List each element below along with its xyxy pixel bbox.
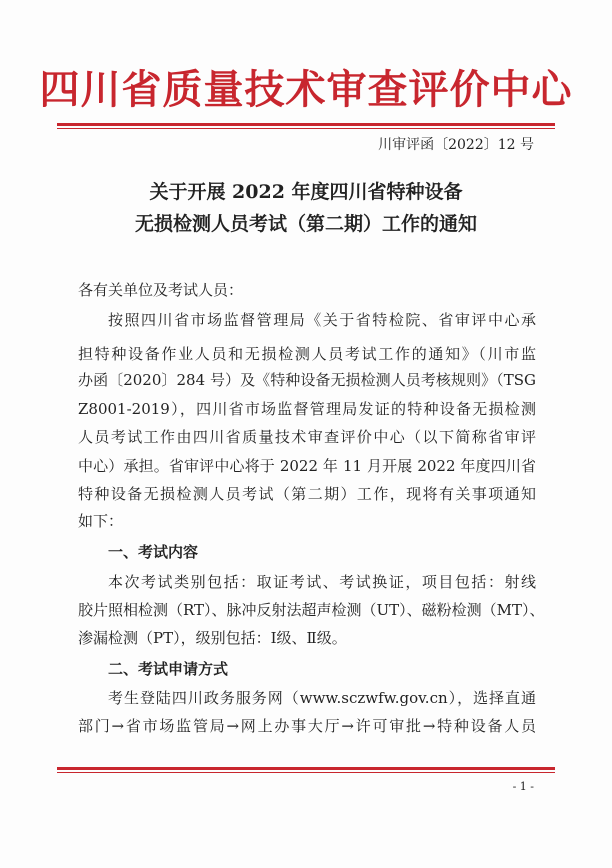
intro-line-3: 办函〔2020〕284 号）及《特种设备无损检测人员考核规则》（TSG (78, 371, 536, 389)
header-rule-thick (57, 123, 555, 126)
section-2-heading: 二、考试申请方式 (108, 660, 229, 678)
document-number: 川审评函〔2022〕12 号 (378, 137, 534, 153)
footer-rule-thin (57, 772, 555, 773)
intro-line-7: 特种设备无损检测人员考试（第二期）工作，现将有关事项通知 (78, 485, 536, 503)
org-header-title: 四川省质量技术审查评价中心 (39, 66, 573, 113)
footer-rule-thick (57, 767, 555, 770)
section-2-line-1: 考生登陆四川政务服务网（www.sczwfw.gov.cn），选择直通 (108, 689, 536, 707)
intro-line-5: 人员考试工作由四川省质量技术审查评价中心（以下简称省审评 (78, 428, 536, 446)
section-1-line-2: 胶片照相检测（RT）、脉冲反射法超声检测（UT）、磁粉检测（MT）、 (78, 601, 545, 619)
section-1-heading: 一、考试内容 (108, 543, 199, 561)
notice-title-line-1: 关于开展 2022 年度四川省特种设备 (149, 181, 463, 203)
section-1-line-1: 本次考试类别包括：取证考试、考试换证，项目包括：射线 (108, 573, 536, 591)
notice-title-line-2: 无损检测人员考试（第二期）工作的通知 (134, 213, 477, 235)
section-1-line-3: 渗漏检测（PT），级别包括：Ⅰ级、Ⅱ级。 (78, 629, 347, 647)
header-rule-thin (57, 128, 555, 129)
intro-line-1: 按照四川省市场监督管理局《关于省特检院、省审评中心承 (108, 311, 536, 329)
salutation: 各有关单位及考试人员： (78, 281, 244, 299)
intro-line-2: 担特种设备作业人员和无损检测人员考试工作的通知》（川市监 (78, 345, 536, 363)
intro-line-4: Z8001-2019），四川省市场监督管理局发证的特种设备无损检测 (78, 400, 536, 418)
section-2-line-2: 部门→省市场监管局→网上办事大厅→许可审批→特种设备人员 (78, 717, 536, 735)
intro-line-8: 如下： (78, 512, 124, 530)
page-number: - 1 - (512, 780, 534, 793)
intro-line-6: 中心）承担。省审评中心将于 2022 年 11 月开展 2022 年度四川省 (78, 457, 536, 475)
